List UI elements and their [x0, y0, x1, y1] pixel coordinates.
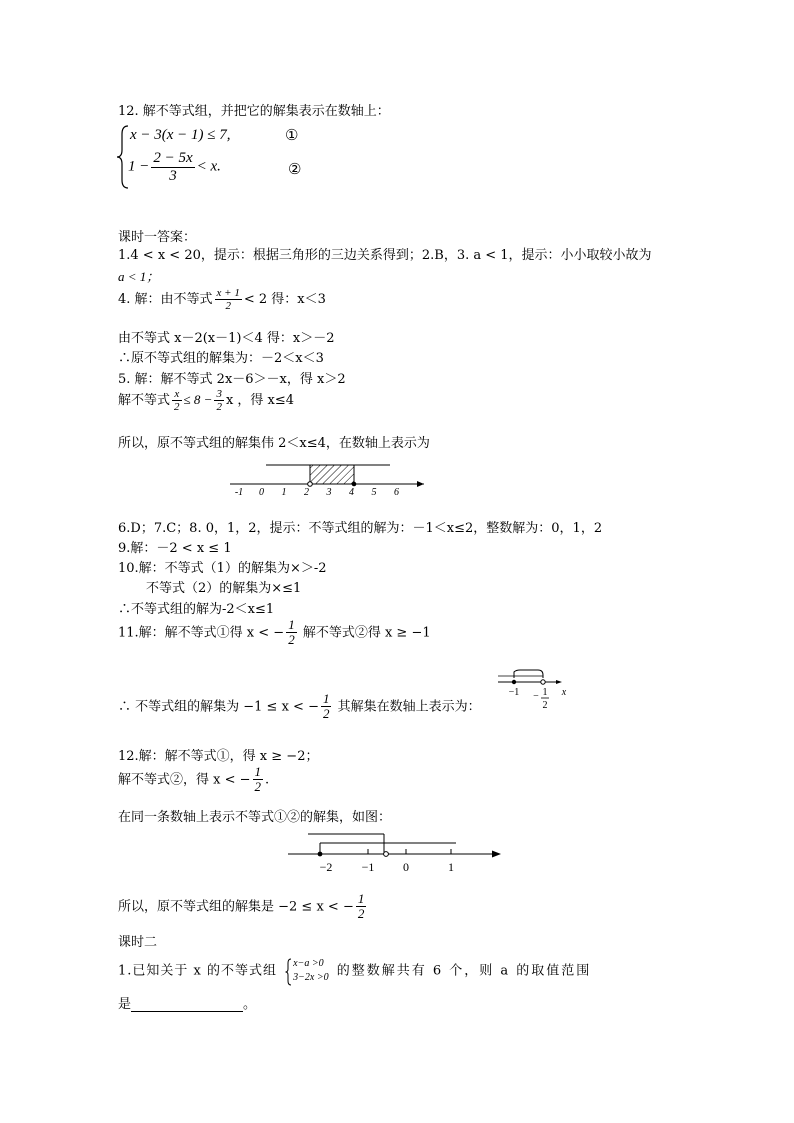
axis2-arrow: [556, 680, 562, 684]
answer-10-line1: 10.解：不等式（1）的解集为×＞-2: [118, 561, 327, 576]
answer-4-line3: ∴原不等式组的解集为：－2＜x＜3: [118, 351, 324, 366]
axis3-closed-point: [318, 852, 323, 857]
axis1-tick-label: 5: [371, 487, 377, 498]
axis1-closed-point: [352, 482, 357, 487]
answer-4-line1: 4. 解：由不等式 $\frac{x + 1}{2}$ < 2 得：x＜3: [118, 287, 326, 313]
answer-10-line2: 不等式（2）的解集为×≤1: [146, 581, 302, 596]
answer-1-line1: 1.4 < x < 20，提示：根据三角形的三边关系得到；2.B，3. a < 1，提示：小小取较小故为: [118, 248, 652, 263]
answer-1-line2: a < 1；: [118, 269, 160, 284]
axis2-label-num: 1: [542, 687, 548, 698]
lesson2-system-ineq1: x−a >0: [293, 958, 324, 969]
axis1-open-point: [308, 482, 313, 487]
axis3-label-0: 0: [403, 860, 409, 874]
lesson2-heading: 课时二: [118, 935, 158, 950]
axis3-label-minus1: −1: [361, 860, 375, 874]
q12-mark2: ②: [288, 162, 302, 178]
axis3-open-point: [384, 852, 389, 857]
q12-mark1: ①: [285, 128, 299, 144]
answer-11-line2: ∴ 不等式组的解集为 −1 ≤ x < − $\frac{1}{2}$ 其解集在数轴上表示为：: [118, 691, 481, 722]
axis2-label-den: 2: [542, 700, 548, 711]
answer-12-line1: 12.解：解不等式①，得 x ≥ −2；: [118, 749, 319, 764]
axis1-tick-label: 6: [394, 487, 399, 498]
answer-5-line3: 所以，原不等式组的解集伟 2＜x≤4，在数轴上表示为: [118, 436, 430, 451]
axis1-arrow: [417, 481, 424, 487]
axis2-label-minus: −: [533, 691, 539, 702]
axis1-hatched-region: [310, 465, 354, 484]
answer-12-line2: 解不等式②，得 x < − $\frac{1}{2}$ .: [118, 764, 270, 795]
answer-12-final: 所以，原不等式组的解集是 −2 ≤ x < − $\frac{1}{2}$: [118, 891, 365, 922]
answer-10-line3: ∴不等式组的解为-2＜x≤1: [118, 602, 275, 617]
axis1-tick-label: -1: [234, 487, 244, 498]
axis2-open-point: [541, 680, 545, 684]
lesson2-system-ineq2: 3−2x >0: [293, 972, 329, 983]
axis3-arrow: [492, 851, 501, 858]
axis1-tick-label: 4: [349, 487, 354, 498]
axis1-tick-label: 0: [259, 487, 264, 498]
axis1-tick-label: 3: [326, 487, 332, 498]
answer-5-line1: 5. 解：解不等式 2x－6＞－x，得 x＞2: [118, 372, 346, 387]
answer-12-line3: 在同一条数轴上表示不等式①②的解集，如图：: [118, 810, 392, 825]
axis1-tick-label: 2: [304, 487, 309, 498]
axis3-label-minus2: −2: [319, 860, 333, 874]
number-line-3: [286, 828, 506, 876]
answer-9: 9.解：－2 < x ≤ 1: [118, 541, 232, 556]
q12-ineq1: x − 3(x − 1) ≤ 7,: [130, 127, 231, 143]
answers-heading: 课时一答案：: [118, 230, 197, 245]
answer-blank[interactable]: [131, 997, 243, 1012]
q12-ineq2: 1 − $\frac{2 - 5x}{3}$ < x.: [128, 150, 221, 184]
axis1-tick-label: 1: [281, 487, 287, 498]
lesson2-q1-line1: 1.已知关于 x 的不等式组 x−a >0 3−2x >0 的整数解共有 6 个，则 a 的取值范围: [118, 957, 591, 985]
answer-11-line1: 11.解：解不等式①得 x < − $\frac{1}{2}$ 解不等式②得 x ≥ −1: [118, 617, 431, 648]
number-line-1: [228, 458, 428, 498]
lesson2-q1-line2: 是 。: [118, 997, 257, 1012]
axis2-set-bracket: [514, 670, 543, 678]
lesson2-system-brace: [285, 958, 292, 986]
q12-title: 12. 解不等式组，并把它的解集表示在数轴上：: [118, 104, 390, 119]
axis2-closed-point: [512, 680, 516, 684]
answer-5-line2: 解不等式 $\frac{x}{2}$ ≤ 8 − $\frac{3}{2}$ x ，得 x≤4: [118, 388, 295, 414]
axis3-label-1: 1: [448, 860, 454, 874]
answer-6-8: 6.D；7.C；8. 0，1，2，提示：不等式组的解为：－1＜x≤2，整数解为：0，1，2: [118, 521, 603, 536]
axis2-label-minus1: −1: [508, 687, 520, 698]
answer-4-line2: 由不等式 x－2(x－1)＜4 得：x＞－2: [118, 331, 335, 346]
axis2-label-x: x: [561, 687, 567, 698]
number-line-2: [496, 664, 570, 720]
